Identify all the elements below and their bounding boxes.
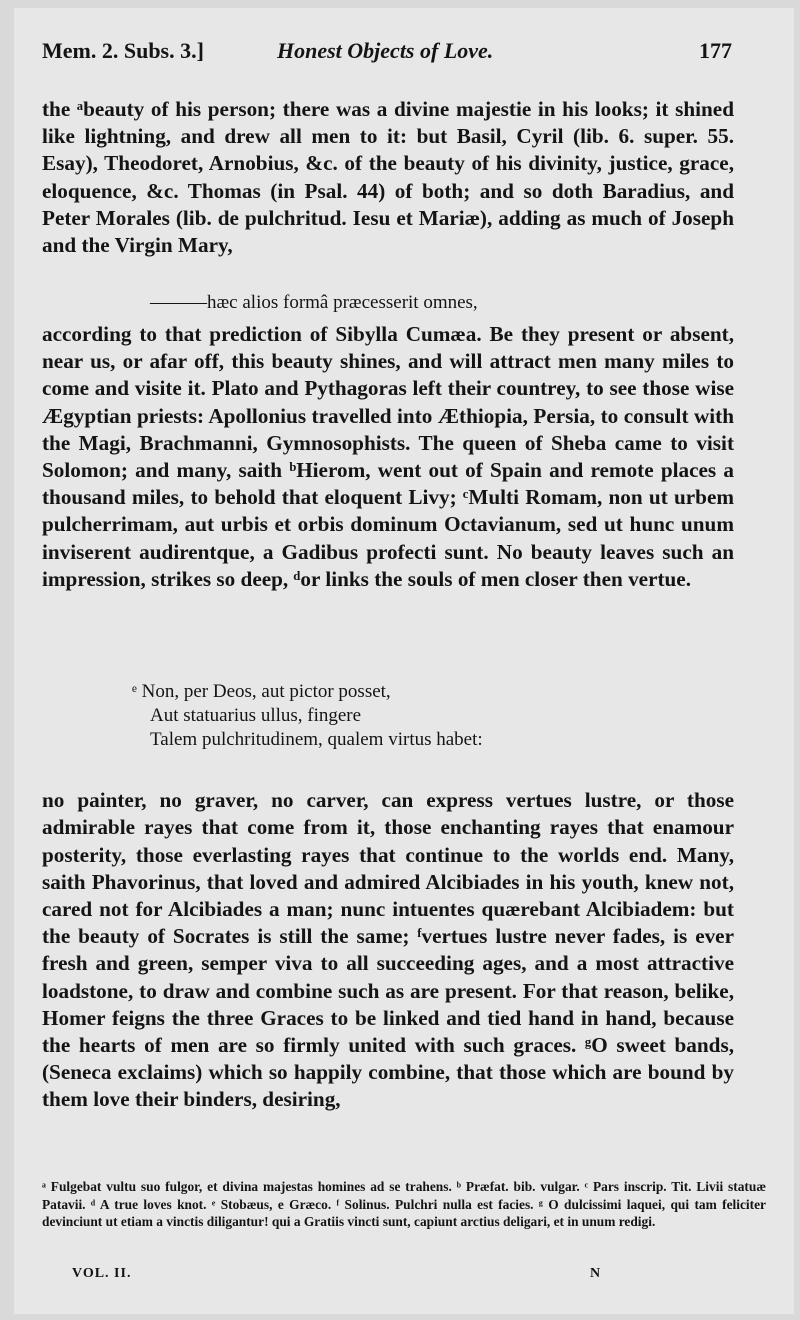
- body-text-top: [42, 96, 734, 259]
- verse-quotation-2: [132, 680, 483, 752]
- verse-quotation-1: [150, 291, 478, 315]
- page-number: 177: [699, 38, 732, 63]
- signature-mark: N: [590, 1266, 601, 1281]
- volume-mark: VOL. II.: [72, 1266, 132, 1281]
- footnote-text: ᵃ Fulgebat vultu suo fulgor, et divina majestas homines ad se trahens. ᵇ Præfat. bib. vulgar. ᶜ Pars inscrip. Tit. Livii statuæ Patavii. ᵈ A true loves knot. ᵉ Stobæus, e Græco. ᶠ Solinus. Pulchri nulla est facies. ᵍ O dulcissimi laquei, qui tam feliciter devinciunt ut etiam a vinctis diligantur! qui a Gratiis vincti sunt, capiunt arctius deligari, et in unum redigi.: [42, 1179, 766, 1230]
- section-reference: Mem. 2. Subs. 3.]: [42, 38, 204, 63]
- footnotes: [42, 1178, 766, 1231]
- paragraph-beauty-of-person: the ᵃbeauty of his person; there was a divine majestie in his looks; it shined like lightning, and drew all men to it: but Basil, Cyril (lib. 6. super. 55. Esay), Theodoret, Arnobius, &c. of the beauty of his divinity, justice, grace, eloquence, &c. Thomas (in Psal. 44) of both; and so doth Baradius, and Peter Morales (lib. de pulchritud. Iesu et Mariæ), adding as much of Joseph and the Virgin Mary,: [42, 97, 734, 258]
- paragraph-sibylla: according to that prediction of Sibylla Cumæa. Be they present or absent, near us, or afar off, this beauty shines, and will attract men many miles to come and visite it. Plato and Pythagoras left their countrey, to see those wise Ægyptian priests: Apollonius travelled into Æthiopia, Persia, to consult with the Magi, Brachmanni, Gymnosophists. The queen of Sheba came to visit Solomon; and many, saith ᵇHierom, went out of Spain and remote places a thousand miles, to behold that eloquent Livy; ᶜMulti Romam, non ut urbem pulcherrimam, aut urbis et orbis dominum Octavianum, sed ut hunc unum inviserent audirentque, a Gadibus profecti sunt. No beauty leaves such an impression, strikes so deep, ᵈor links the souls of men closer then vertue.: [42, 322, 734, 591]
- verse-line: Aut statuarius ullus, fingere: [150, 705, 362, 726]
- verse-line: Talem pulchritudinem, qualem virtus habet:: [150, 729, 483, 750]
- running-header: [42, 38, 732, 72]
- verse-line: ———hæc alios formâ præcesserit omnes,: [150, 292, 478, 313]
- body-text-bottom: [42, 766, 734, 1135]
- page-footer: [42, 1266, 612, 1288]
- running-title: Honest Objects of Love.: [277, 38, 494, 63]
- paragraph-painter: no painter, no graver, no carver, can express vertues lustre, or those admirable rayes that come from it, those enchanting rayes that enamour posterity, those everlasting rayes that continue to the worlds end. Many, saith Phavorinus, that loved and admired Alcibiades in his youth, knew not, cared not for Alcibiades a man; nunc intuentes quærebant Alcibiadem: but the beauty of Socrates is still the same; ᶠvertues lustre never fades, is ever fresh and green, semper viva to all succeeding ages, and a most attractive loadstone, to draw and combine such as are present. For that reason, belike, Homer feigns the three Graces to be linked and tied hand in hand, because the hearts of men are so firmly united with such graces. ᵍO sweet bands, (Seneca exclaims) which so happily combine, that those which are bound by them love their binders, desiring,: [42, 788, 734, 1112]
- body-text-middle: [42, 321, 734, 593]
- verse-line: ᵉ Non, per Deos, aut pictor posset,: [132, 681, 391, 702]
- book-page: [14, 8, 794, 1314]
